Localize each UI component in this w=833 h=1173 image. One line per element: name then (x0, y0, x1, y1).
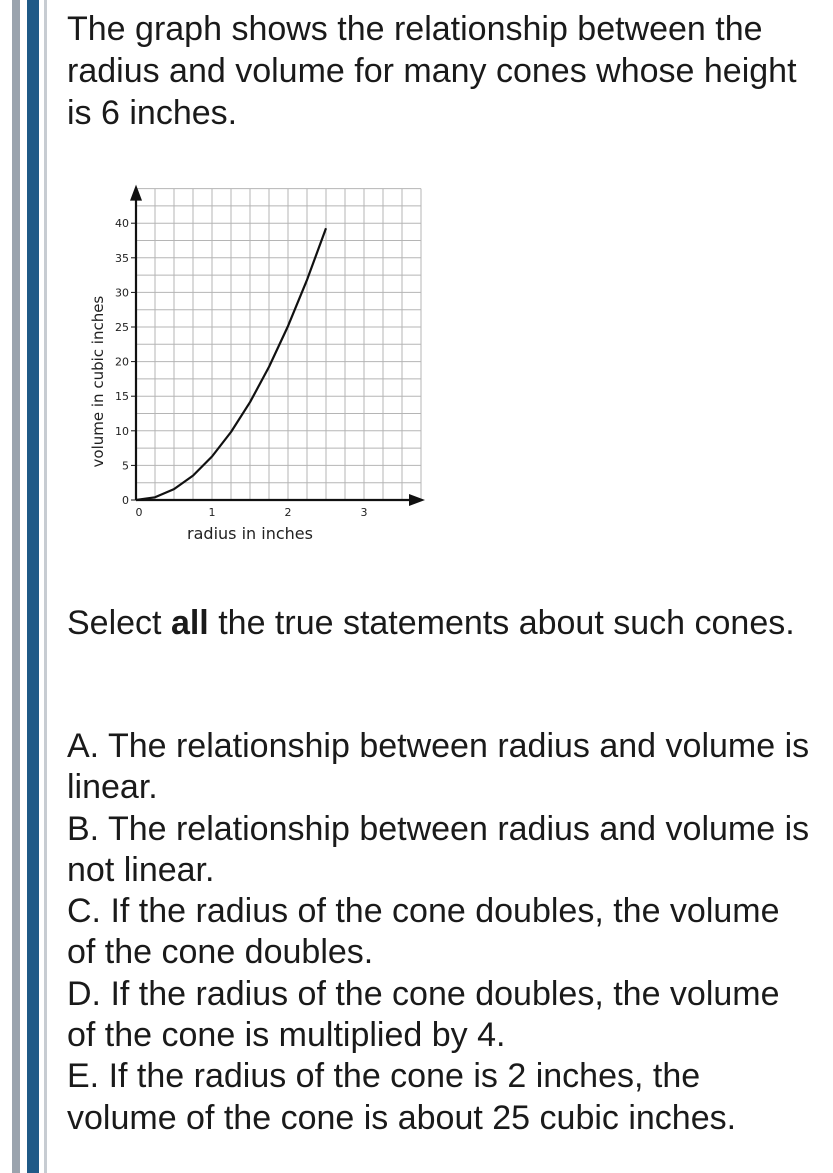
cone-volume-chart (81, 180, 441, 565)
y-tick-label: 35 (115, 251, 129, 265)
y-tick-label: 5 (122, 459, 129, 473)
x-tick-label: 2 (284, 506, 292, 519)
answer-options (67, 726, 817, 1139)
left-border-thin-bar (44, 0, 47, 1173)
y-tick-label: 40 (115, 217, 129, 231)
option-a[interactable]: A. The relationship between radius and volume is linear. (67, 727, 810, 807)
y-axis-title: volume in cubic inches (89, 295, 107, 468)
x-axis-title: radius in inches (187, 524, 313, 543)
y-tick-label: 0 (122, 494, 129, 507)
chart-svg (81, 180, 441, 560)
y-tick-label: 10 (115, 424, 129, 438)
y-tick-label: 15 (115, 390, 129, 404)
option-b[interactable]: B. The relationship between radius and volume is not linear. (67, 809, 810, 889)
prompt-text-before: Select (67, 604, 171, 642)
x-tick-label: 0 (135, 506, 143, 519)
left-border-gray-bar (12, 0, 20, 1173)
y-tick-label: 25 (115, 321, 129, 334)
left-border (0, 0, 52, 1173)
option-c[interactable]: C. If the radius of the cone doubles, the volume of the cone doubles. (67, 892, 780, 972)
y-tick-label: 20 (115, 355, 129, 369)
question-intro: The graph shows the relationship between the radius and volume for many cones whose height is 6 inches. (67, 10, 797, 132)
prompt-emphasis: all (170, 604, 209, 642)
option-e[interactable]: E. If the radius of the cone is 2 inches, the volume of the cone is about 25 cubic inches. (67, 1057, 737, 1137)
y-tick-label: 30 (115, 286, 129, 300)
x-axis-arrow (409, 494, 425, 506)
x-tick-label: 3 (360, 506, 368, 519)
x-tick-label: 1 (208, 506, 216, 519)
option-d[interactable]: D. If the radius of the cone doubles, the volume of the cone is multiplied by 4. (67, 974, 780, 1055)
prompt-text-after: the true statements about such cones. (208, 604, 795, 642)
question-prompt (67, 602, 807, 644)
left-border-blue-bar (27, 0, 39, 1173)
y-axis-arrow (130, 185, 142, 201)
